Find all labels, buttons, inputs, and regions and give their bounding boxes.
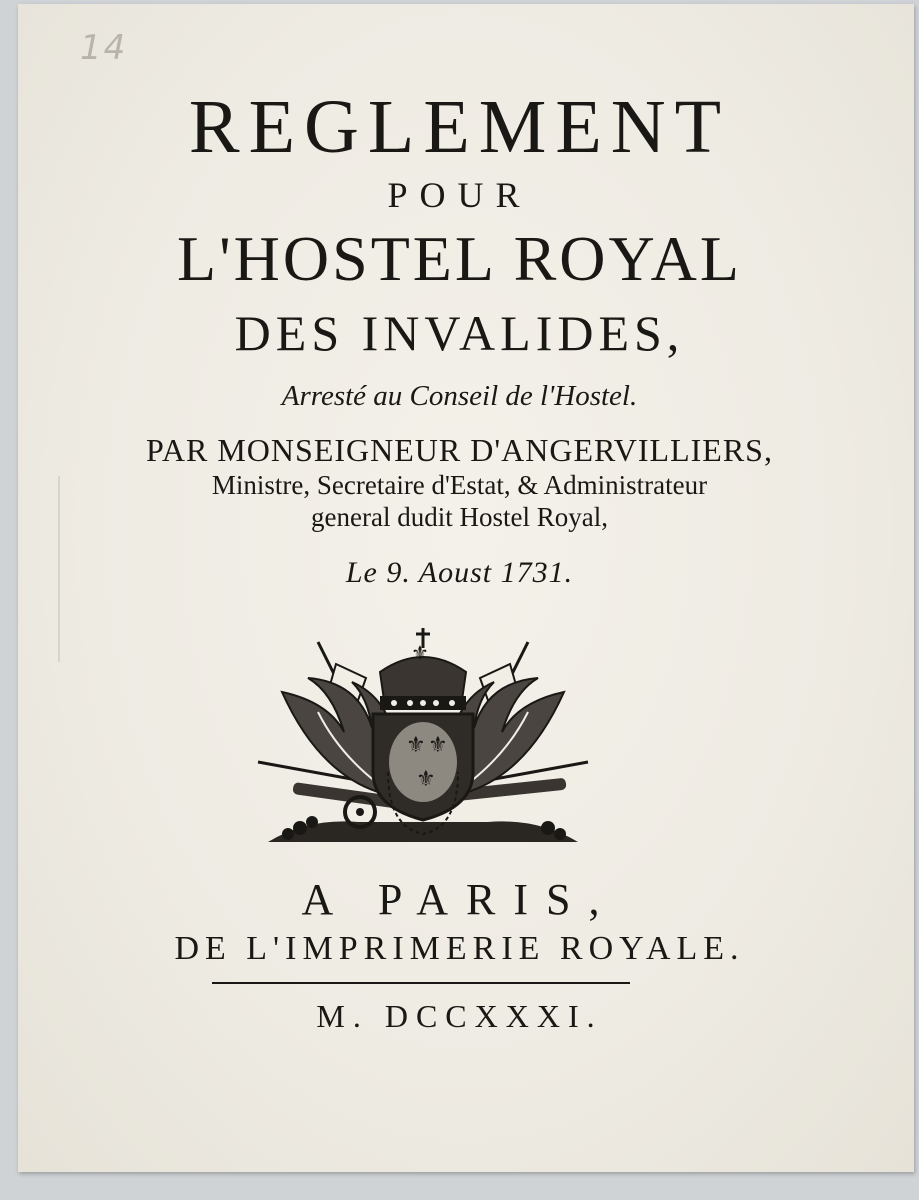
title-invalides: DES INVALIDES,	[234, 305, 685, 361]
author-line: PAR MONSEIGNEUR D'ANGERVILLIERS,	[146, 432, 773, 468]
document-title: REGLEMENT	[188, 85, 731, 169]
svg-text:⚜: ⚜	[406, 733, 426, 758]
title-pour: POUR	[387, 175, 532, 215]
svg-text:⚜: ⚜	[428, 733, 448, 758]
document-date: Le 9. Aoust 1731.	[345, 556, 574, 589]
author-role-continued: general dudit Hostel Royal,	[311, 502, 608, 532]
imprint-rule	[212, 982, 630, 984]
royal-arms-with-crown-and-trophies-icon	[248, 622, 598, 852]
svg-text:⚜: ⚜	[416, 767, 436, 792]
page-number: 14	[80, 28, 128, 68]
imprint-city: A PARIS,	[301, 875, 618, 924]
subtitle-arreste: Arresté au Conseil de l'Hostel.	[281, 380, 638, 412]
author-role: Ministre, Secretaire d'Estat, & Administrateur	[211, 470, 708, 500]
imprint-year: M. DCCXXXI.	[316, 998, 603, 1034]
svg-text:⚜: ⚜	[411, 641, 429, 665]
title-hostel: L'HOSTEL ROYAL	[177, 223, 742, 294]
imprint-press: DE L'IMPRIMERIE ROYALE.	[174, 930, 745, 967]
